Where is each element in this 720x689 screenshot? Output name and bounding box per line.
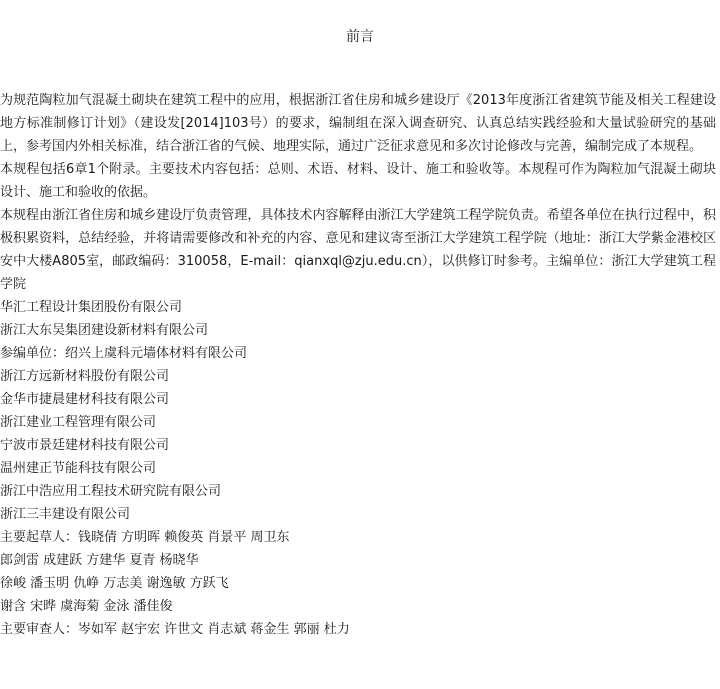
list-item: 主要起草人：钱晓倩 方明晖 赖俊英 肖景平 周卫东 [0, 530, 290, 545]
list-item: 徐峻 潘玉明 仇峥 万志美 谢逸敏 方跃飞 [0, 576, 229, 591]
paragraph-management: 本规程由浙江省住房和城乡建设厅负责管理，具体技术内容解释由浙江大学建筑工程学院负责。希望各单位在执行过程中，积极积累资料，总结经验，并将请需要修改和补充的内容、意见和建议寄至浙江大学建筑工程学院（地址：浙江大学紫金港校区安中大楼A805室，邮政编码：310058，E-mail：qianxql@zju.edu.cn），以供修订时参考。主编单位：浙江大学建筑工程学院 [0, 208, 716, 292]
paragraph-intro: 为规范陶粒加气混凝土砌块在建筑工程中的应用，根据浙江省住房和城乡建设厅《2013年度浙江省建筑节能及相关工程建设地方标准制修订计划》（建设发[2014]103号）的要求，编制组在深入调查研究、认真总结实践经验和大量试验研究的基础上，参考国内外相关标准，结合浙江省的气候、地理实际，通过广泛征求意见和多次讨论修改与完善，编制完成了本规程。 [0, 93, 716, 154]
list-item: 浙江三丰建设有限公司 [0, 507, 131, 522]
list-item: 浙江大东吴集团建设新材料有限公司 [0, 323, 209, 338]
list-item: 金华市捷晨建材科技有限公司 [0, 392, 170, 407]
list-item: 参编单位：绍兴上虞科元墙体材料有限公司 [0, 346, 248, 361]
list-item: 浙江方远新材料股份有限公司 [0, 369, 170, 384]
list-item: 浙江中浩应用工程技术研究院有限公司 [0, 484, 222, 499]
list-item: 主要审查人：岑如军 赵宇宏 许世文 肖志斌 蒋金生 郭丽 杜力 [0, 622, 350, 637]
list-item: 宁波市景廷建材科技有限公司 [0, 438, 170, 453]
list-item: 华汇工程设计集团股份有限公司 [0, 300, 183, 315]
document-title: 前言 [346, 29, 374, 45]
paragraph-contents: 本规程包括6章1个附录。主要技术内容包括：总则、术语、材料、设计、施工和验收等。本规程可作为陶粒加气混凝土砌块设计、施工和验收的依据。 [0, 162, 716, 200]
list-item: 郎剑雷 成建跃 方建华 夏青 杨晓华 [0, 553, 199, 568]
list-item: 浙江建业工程管理有限公司 [0, 415, 157, 430]
list-item: 温州建正节能科技有限公司 [0, 461, 157, 476]
list-item: 谢含 宋晔 虞海菊 金泳 潘佳俊 [0, 599, 173, 614]
document-body [0, 89, 716, 641]
